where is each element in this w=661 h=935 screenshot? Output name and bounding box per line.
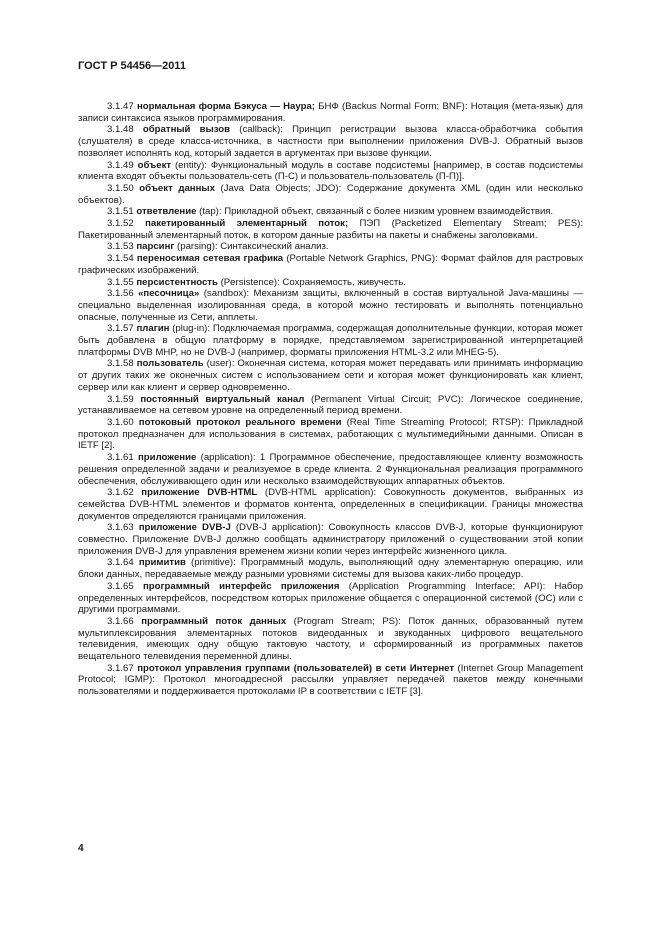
- entry-term: плагин: [136, 323, 170, 335]
- definition-entry: [78, 288, 583, 323]
- entry-definition: (DVB-HTML application): Совокупность документов, выбранных из семейства DVB-HTML элементов и форматов контента, определенных в спецификации. Границы множества документов определяются границами приложения.: [78, 487, 583, 522]
- entry-definition: (Portable Network Graphics, PNG): Формат файлов для растровых графических изображений.: [78, 253, 583, 276]
- entry-definition: (sandbox): Механизм защиты, включенный в состав виртуальной Java-машины — специально выделенная изолированная среда, в которой можно тестировать и выполнять потенциально опасные, полученные из Сети, апплеты.: [78, 288, 584, 323]
- entry-definition: (parsing): Синтаксический анализ.: [174, 241, 329, 253]
- entry-term: персистентность: [136, 276, 218, 288]
- entry-term: программный поток данных: [141, 615, 287, 627]
- entry-term: пользователь: [136, 358, 204, 370]
- definition-entry: [78, 522, 583, 557]
- entry-number: 3.1.65: [107, 580, 134, 592]
- entry-term: ответвление: [136, 206, 197, 218]
- entry-definition: (application): 1 Программное обеспечение, предоставляющее клиенту возможность решения определенной задачи и реализуемое в среде клиента. 2 Функциональная реализация программного обеспечения, обслуживающего один или несколько взаимодействующих аппаратных объектов.: [78, 452, 583, 487]
- entry-number: 3.1.48: [107, 124, 134, 136]
- entry-number: 3.1.50: [107, 182, 134, 194]
- entry-number: 3.1.47: [107, 101, 134, 112]
- entry-definition: ПЭП (Packetized Elementary Stream; PES): Пакетированный элементарный поток, в котором данные разбиты на пакеты и снабжены заголовками.: [78, 218, 583, 241]
- definition-entry: [78, 452, 583, 487]
- entry-number: 3.1.56: [107, 288, 134, 300]
- entry-term: объект: [137, 159, 172, 171]
- definition-entry: [78, 277, 583, 289]
- entry-definition: (primitive): Программный модуль, выполняющий одну элементарную операцию, или блоки данных, передаваемые между разными уровнями системы для вызова каких-либо процедур.: [78, 557, 583, 581]
- definition-entry: [78, 417, 583, 452]
- entry-term: приложение DVB-HTML: [141, 487, 258, 499]
- entry-term: приложение: [138, 452, 197, 464]
- entry-number: 3.1.67: [107, 662, 134, 674]
- entry-definition: (Internet Group Management Protocol; IGMP): Протокол многоадресной рассылки управляет передачей пакетов между конечными пользователями и поддерживается протоколами IP в соответствии с IETF [3].: [78, 662, 584, 698]
- definition-entry: [78, 557, 583, 580]
- entry-term: «песочница»: [138, 288, 200, 300]
- entry-number: 3.1.60: [107, 416, 134, 428]
- definition-entry: [78, 253, 583, 276]
- definition-entry: [78, 323, 583, 358]
- entry-definition: (plug-in): Подключаемая программа, содержащая дополнительные функции, которая может быть добавлена в общую платформу в порядке, представляемом зарегистрированной интерпретацией платформы DVB MHP, но не DVB-J (например, форматы приложения HTML-3.2 или MHEG-5).: [78, 323, 583, 358]
- entry-definition: БНФ (Backus Normal Form; BNF): Нотация (мета-язык) для записи синтаксиса языков программирования.: [78, 101, 583, 124]
- definitions-list: [78, 101, 583, 698]
- definition-entry: [78, 241, 583, 253]
- entry-term: примитив: [138, 557, 186, 569]
- entry-definition: (tap): Прикладной объект, связанный с более низким уровнем взаимодействия.: [196, 206, 554, 218]
- entry-term: программный интерфейс приложения: [143, 580, 340, 592]
- entry-term: приложение DVB-J: [138, 522, 231, 534]
- definition-entry: [78, 358, 583, 393]
- definition-entry: [78, 183, 583, 206]
- entry-definition: (Program Stream; PS): Поток данных, образованный путем мультиплексирования элементарных потоков видеоданных и звукоданных цифрового вещательного телевидения, имеющих одну общую тактовую частоту, и сформированный из программных пакетов вещательного телевидения переменной длины.: [78, 615, 583, 663]
- entry-number: 3.1.53: [107, 241, 134, 253]
- entry-definition: (Application Programming Interface; API): Набор определенных интерфейсов, посредством которых приложение общается с операционной системой (ОС) или с другими программами.: [78, 580, 583, 616]
- definition-entry: [78, 206, 583, 218]
- page-number: 4: [78, 843, 84, 854]
- entry-term: переносимая сетевая графика: [136, 253, 284, 265]
- entry-term: протокол управления группами (пользователей) в сети Интернет: [137, 662, 455, 674]
- entry-term: парсинг: [136, 241, 175, 253]
- definition-entry: [78, 101, 583, 124]
- entry-term: объект данных: [139, 182, 215, 194]
- definition-entry: [78, 663, 583, 698]
- definition-entry: [78, 124, 583, 159]
- entry-definition: (DVB-J application): Совокупность классов DVB-J, которые функционируют совместно. Приложение DVB-J должно сообщать администратору приложений о существовании этой копии приложения DVB-J для управления временем жизни копии через интерфейс жизненного цикла.: [78, 522, 584, 557]
- entry-number: 3.1.61: [107, 452, 134, 464]
- entry-number: 3.1.52: [107, 218, 134, 230]
- entry-number: 3.1.58: [107, 358, 134, 370]
- entry-definition: (callback): Принцип регистрации вызова класса-обработчика события (слушателя) в среде класса-источника, в частности при выполнении приложения DVB-J. Обратный вызов позволяет исполнять код, который задается в аргументах при вызове функции.: [78, 124, 583, 159]
- entry-number: 3.1.63: [107, 522, 134, 534]
- definition-entry: [78, 394, 583, 417]
- definition-entry: [78, 160, 583, 183]
- entry-definition: (entity): Функциональный модуль в составе подсистемы [например, в состав подсистемы клиента входят объекты пользователь-сеть (П-С) и пользователь-пользователь (П-П)].: [78, 159, 583, 183]
- entry-definition: (Real Time Streaming Protocol; RTSP): Прикладной протокол предназначен для использования в системах, работающих с мультимедийными данными. Описан в IETF [2].: [78, 416, 583, 452]
- entry-number: 3.1.59: [107, 393, 134, 405]
- entry-term: пакетированный элементарный поток;: [145, 218, 349, 230]
- entry-definition: (Java Data Objects; JDO): Содержание документа XML (один или несколько объектов).: [78, 182, 583, 206]
- entry-number: 3.1.57: [107, 323, 134, 335]
- entry-number: 3.1.66: [107, 615, 134, 627]
- entry-definition: (Permanent Virtual Circuit; PVC): Логическое соединение, устанавливаемое на сетевом уровне на определенный период времени.: [78, 393, 584, 417]
- entry-number: 3.1.54: [107, 253, 134, 265]
- definition-entry: [78, 581, 583, 616]
- entry-term: потоковый протокол реального времени: [138, 416, 342, 428]
- entry-term: постоянный виртуальный канал: [140, 393, 305, 405]
- entry-definition: (Persistence): Сохраняемость, живучесть.: [217, 276, 406, 288]
- entry-term: нормальная форма Бэкуса — Наура;: [136, 101, 315, 112]
- definition-entry: [78, 616, 583, 663]
- entry-number: 3.1.49: [107, 159, 134, 171]
- entry-number: 3.1.62: [107, 487, 134, 499]
- definition-entry: [78, 218, 583, 241]
- entry-number: 3.1.55: [107, 276, 134, 288]
- page-header: ГОСТ Р 54456—2011: [78, 60, 186, 72]
- entry-definition: (user): Оконечная система, которая может передавать или принимать информацию от других таких же оконечных систем с использованием сети и которая может функционировать как клиент, сервер или как клиент и сервер одновременно.: [78, 358, 583, 393]
- entry-term: обратный вызов: [142, 124, 231, 136]
- definition-entry: [78, 487, 583, 522]
- entry-number: 3.1.64: [107, 557, 134, 569]
- entry-number: 3.1.51: [107, 206, 134, 218]
